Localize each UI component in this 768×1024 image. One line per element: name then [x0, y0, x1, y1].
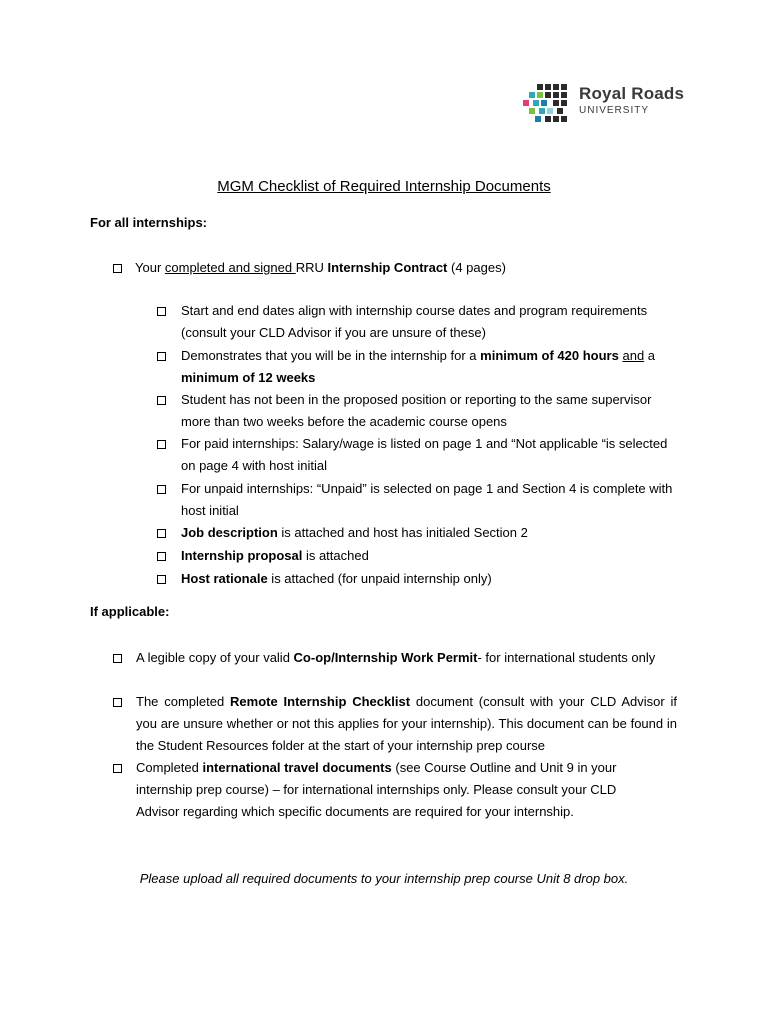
logo-mosaic-icon: [523, 80, 569, 126]
checkbox-icon[interactable]: [157, 307, 166, 316]
logo-sub: UNIVERSITY: [579, 105, 650, 116]
checkbox-icon[interactable]: [157, 552, 166, 561]
checkbox-icon[interactable]: [157, 396, 166, 405]
section-heading-applicable: If applicable:: [90, 604, 170, 619]
checkbox-icon[interactable]: [113, 698, 122, 707]
checkbox-icon[interactable]: [157, 352, 166, 361]
checkbox-icon[interactable]: [113, 264, 122, 273]
section-heading-all: For all internships:: [90, 215, 208, 230]
checkbox-icon[interactable]: [157, 440, 166, 449]
university-logo: [523, 80, 693, 126]
page-title: MGM Checklist of Required Internship Documents: [217, 178, 551, 195]
upload-instruction: Please upload all required documents to your internship prep course Unit 8 drop box.: [139, 871, 629, 886]
checkbox-icon[interactable]: [157, 485, 166, 494]
checkbox-icon[interactable]: [157, 575, 166, 584]
checkbox-icon[interactable]: [157, 529, 166, 538]
logo-name: Royal Roads: [579, 84, 685, 103]
checkbox-icon[interactable]: [113, 654, 122, 663]
checkbox-icon[interactable]: [113, 764, 122, 773]
